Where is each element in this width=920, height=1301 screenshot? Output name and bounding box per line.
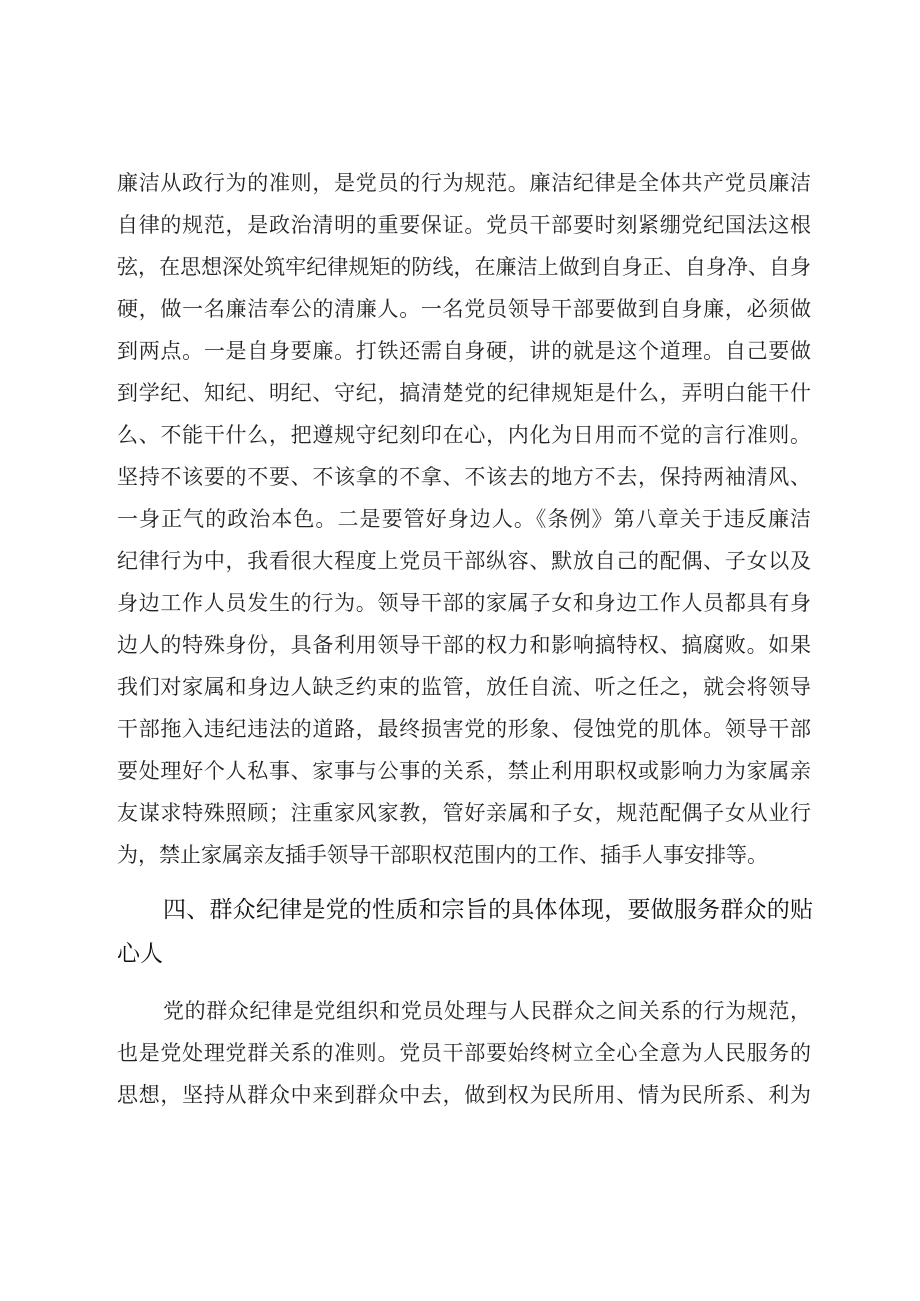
text-line: 我们对家属和身边人缺乏约束的监管，放任自流、听之任之，就会将领导 bbox=[117, 675, 811, 699]
text-line: 么、不能干什么，把遵规守纪刻印在心，内化为日用而不觉的言行准则。 bbox=[117, 423, 811, 447]
text-line: 一身正气的政治本色。二是要管好身边人。《条例》第八章关于违反廉洁 bbox=[117, 507, 811, 531]
text-line: 边人的特殊身份，具备利用领导干部的权力和影响搞特权、搞腐败。如果 bbox=[117, 633, 811, 657]
text-line: 党的群众纪律是党组织和党员处理与人民群众之间关系的行为规范， bbox=[163, 999, 811, 1023]
text-line: 要处理好个人私事、家事与公事的关系，禁止利用职权或影响力为家属亲 bbox=[117, 759, 811, 783]
text-line: 为，禁止家属亲友插手领导干部职权范围内的工作、插手人事安排等。 bbox=[117, 843, 768, 867]
text-line: 自律的规范，是政治清明的重要保证。党员干部要时刻紧绷党纪国法这根 bbox=[117, 213, 811, 237]
text-line: 纪律行为中，我看很大程度上党员干部纵容、默放自己的配偶、子女以及 bbox=[117, 549, 811, 573]
text-line: 思想，坚持从群众中来到群众中去，做到权为民所用、情为民所系、利为 bbox=[117, 1083, 811, 1107]
heading-line: 四、群众纪律是党的性质和宗旨的具体体现，要做服务群众的贴 bbox=[163, 897, 813, 923]
text-line: 干部拖入违纪违法的道路，最终损害党的形象、侵蚀党的肌体。领导干部 bbox=[117, 717, 811, 741]
text-line: 弦，在思想深处筑牢纪律规矩的防线，在廉洁上做到自身正、自身净、自身 bbox=[117, 255, 811, 279]
text-line: 也是党处理党群关系的准则。党员干部要始终树立全心全意为人民服务的 bbox=[117, 1041, 811, 1065]
heading-line: 心人 bbox=[117, 941, 163, 967]
text-line: 廉洁从政行为的准则，是党员的行为规范。廉洁纪律是全体共产党员廉洁 bbox=[117, 171, 811, 195]
text-line: 到学纪、知纪、明纪、守纪，搞清楚党的纪律规矩是什么，弄明白能干什 bbox=[117, 381, 811, 405]
text-line: 友谋求特殊照顾；注重家风家教，管好亲属和子女，规范配偶子女从业行 bbox=[117, 801, 811, 825]
text-line: 坚持不该要的不要、不该拿的不拿、不该去的地方不去，保持两袖清风、 bbox=[117, 465, 811, 489]
text-line: 身边工作人员发生的行为。领导干部的家属子女和身边工作人员都具有身 bbox=[117, 591, 811, 615]
text-line: 硬，做一名廉洁奉公的清廉人。一名党员领导干部要做到自身廉，必须做 bbox=[117, 297, 811, 321]
text-line: 到两点。一是自身要廉。打铁还需自身硬，讲的就是这个道理。自己要做 bbox=[117, 339, 811, 363]
